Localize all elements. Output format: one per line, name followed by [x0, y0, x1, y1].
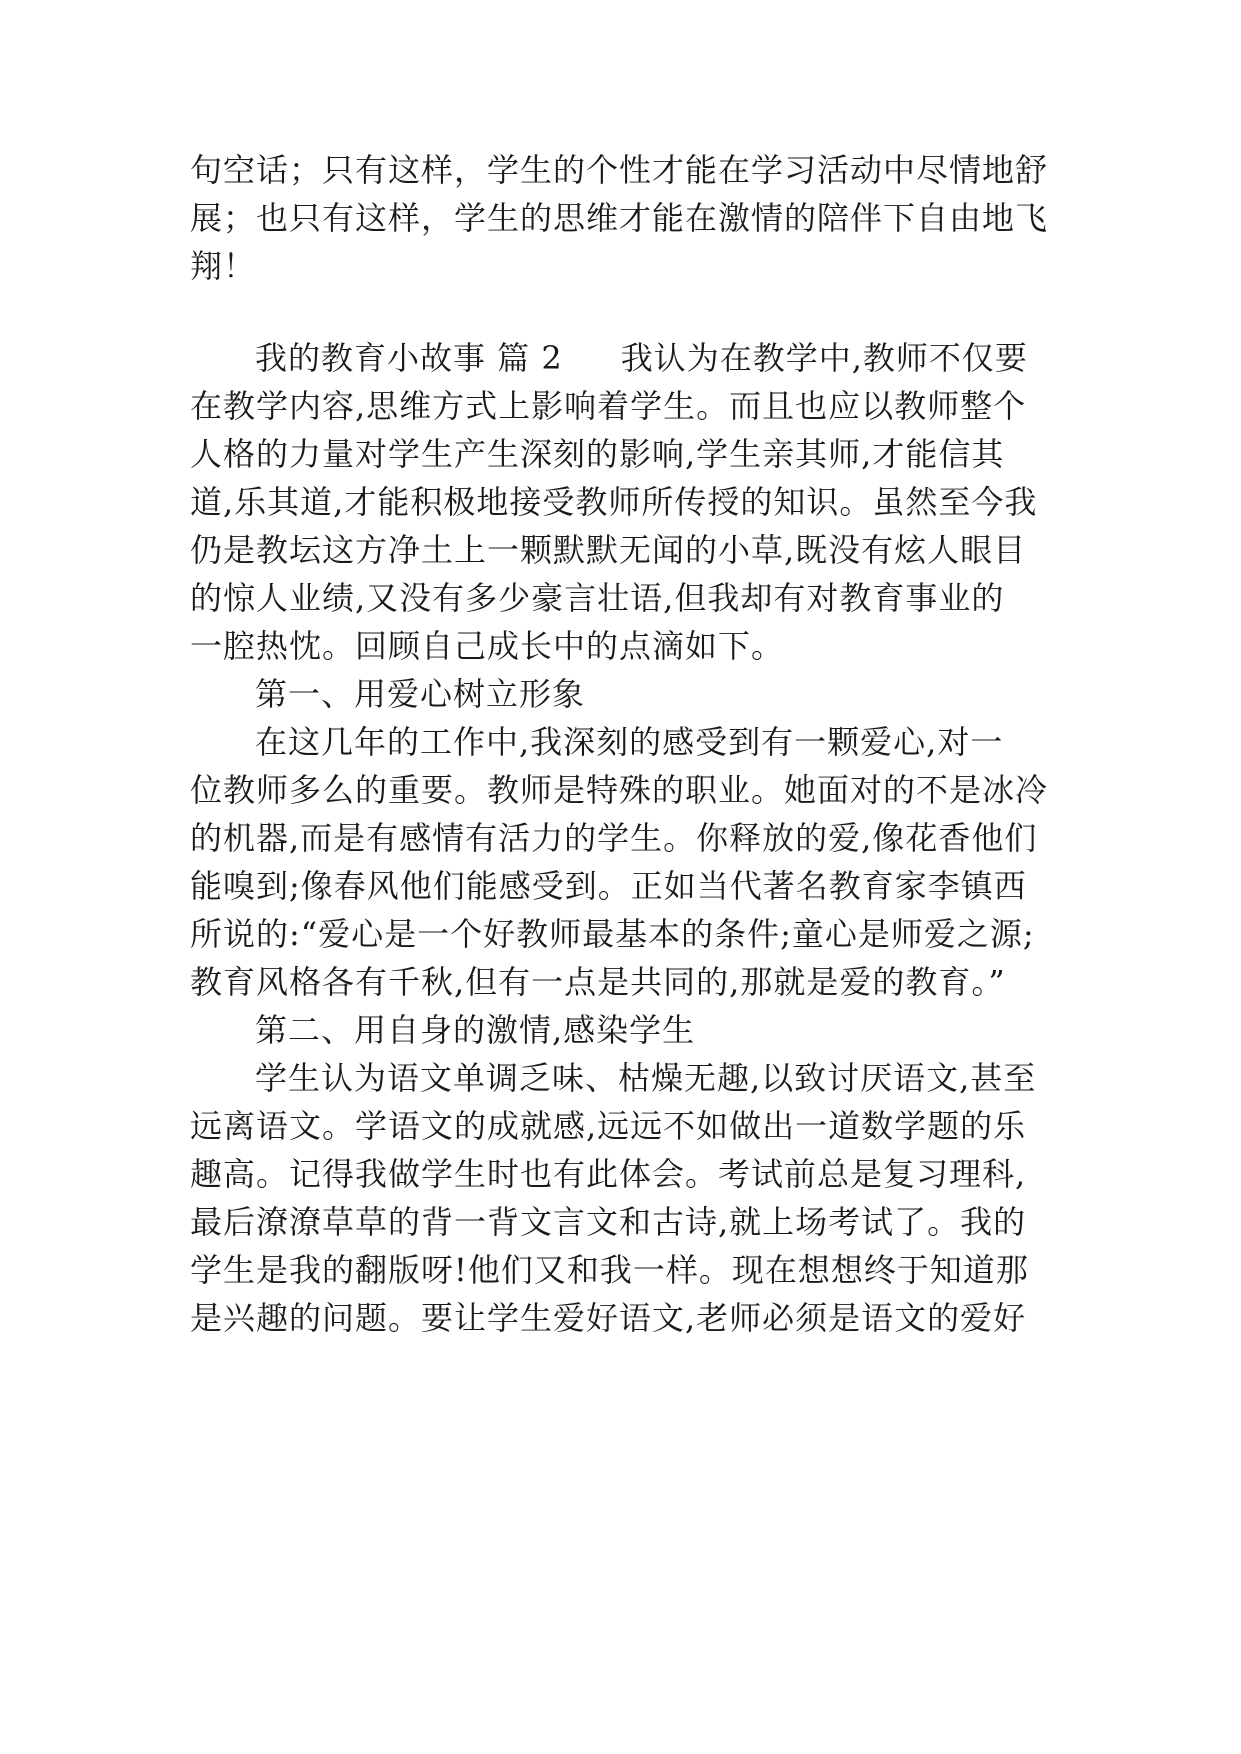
paragraph-line: 人格的力量对学生产生深刻的影响,学生亲其师,才能信其 — [190, 435, 1005, 473]
subheading: 第二、用自身的激情,感染学生 — [255, 1011, 696, 1049]
paragraph-line: 趣高。记得我做学生时也有此体会。考试前总是复习理科, — [190, 1155, 1027, 1193]
paragraph-line: 教育风格各有千秋,但有一点是共同的,那就是爱的教育。” — [190, 963, 1006, 1001]
section-title: 我的教育小故事 篇 2 — [255, 339, 563, 377]
section-heading-line — [255, 338, 1028, 378]
paragraph-line: 句空话；只有这样，学生的个性才能在学习活动中尽情地舒 — [190, 151, 1049, 189]
paragraph-line: 位教师多么的重要。教师是特殊的职业。她面对的不是冰冷 — [190, 771, 1049, 809]
paragraph-line: 一腔热忱。回顾自己成长中的点滴如下。 — [190, 627, 785, 665]
paragraph-line: 最后潦潦草草的背一背文言文和古诗,就上场考试了。我的 — [190, 1203, 1027, 1241]
section-lead-text: 我认为在教学中,教师不仅要 — [620, 339, 1028, 377]
paragraph-line: 道,乐其道,才能积极地接受教师所传授的知识。虽然至今我 — [190, 483, 1038, 521]
paragraph-line: 展；也只有这样，学生的思维才能在激情的陪伴下自由地飞 — [190, 199, 1049, 237]
paragraph-line: 翔！ — [190, 247, 257, 285]
paragraph-line: 能嗅到;像春风他们能感受到。正如当代著名教育家李镇西 — [190, 867, 1027, 905]
paragraph-line: 学生认为语文单调乏味、枯燥无趣,以致讨厌语文,甚至 — [255, 1059, 1037, 1097]
subheading: 第一、用爱心树立形象 — [255, 675, 586, 713]
paragraph-line: 学生是我的翻版呀!他们又和我一样。现在想想终于知道那 — [190, 1251, 1029, 1289]
paragraph-line: 是兴趣的问题。要让学生爱好语文,老师必须是语文的爱好 — [190, 1299, 1027, 1337]
paragraph-line: 在教学内容,思维方式上影响着学生。而且也应以教师整个 — [190, 387, 1027, 425]
paragraph-line: 的惊人业绩,又没有多少豪言壮语,但我却有对教育事业的 — [190, 579, 1005, 617]
paragraph-line: 的机器,而是有感情有活力的学生。你释放的爱,像花香他们 — [190, 819, 1038, 857]
paragraph-line: 仍是教坛这方净土上一颗默默无闻的小草,既没有炫人眼目 — [190, 531, 1027, 569]
paragraph-line: 所说的:“爱心是一个好教师最基本的条件;童心是师爱之源; — [190, 915, 1035, 953]
paragraph-line: 在这几年的工作中,我深刻的感受到有一颗爱心,对一 — [255, 723, 1004, 761]
paragraph-line: 远离语文。学语文的成就感,远远不如做出一道数学题的乐 — [190, 1107, 1027, 1145]
